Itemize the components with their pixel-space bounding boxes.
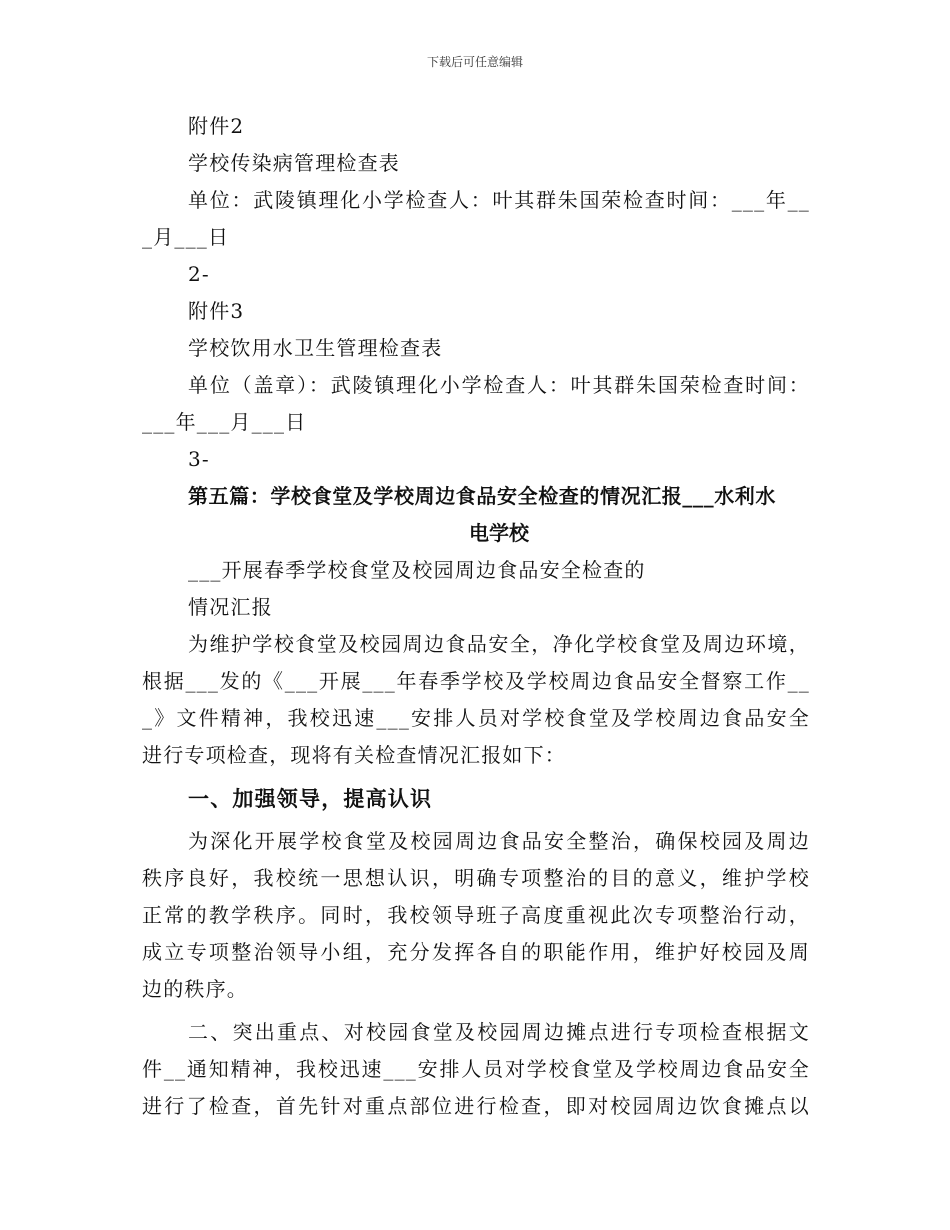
document-body — [142, 108, 810, 1125]
paragraph-2-line-2: 秩序良好，我校统一思想认识，明确专项整治的目的意义，维护学校 — [142, 866, 810, 890]
attachment-2-date-line: _月___日 — [142, 225, 230, 249]
paragraph-3-line-3: 进行了检查，首先针对重点部位进行检查，即对校园周边饮食摊点以 — [142, 1094, 810, 1118]
attachment-2-label: 附件2 — [188, 114, 245, 138]
paragraph-2-line-4: 成立专项整治领导小组，充分发挥各自的职能作用，维护好校园及周 — [142, 940, 810, 964]
report-subtitle-line-1: ___开展春季学校食堂及校园周边食品安全检查的 — [188, 558, 646, 582]
paragraph-2-line-3: 正常的教学秩序。同时，我校领导班子高度重视此次专项整治行动， — [142, 903, 810, 927]
heading-one: 一、加强领导，提高认识 — [188, 786, 433, 811]
attachment-2-unit-line: 单位：武陵镇理化小学检查人：叶其群朱国荣检查时间：___年__ — [188, 188, 810, 212]
paragraph-3-line-1: 二、突出重点、对校园食堂及校园周边摊点进行专项检查根据文 — [188, 1020, 810, 1044]
section-title-line-2: 电学校 — [469, 521, 529, 545]
report-subtitle-line-2: 情况汇报 — [188, 595, 273, 619]
page-number-3: 3- — [188, 447, 210, 471]
section-title-line-1: 第五篇：学校食堂及学校周边食品安全检查的情况汇报___水利水 — [188, 484, 776, 508]
paragraph-1-line-2: 根据___发的《___开展___年春季学校及学校周边食品安全督察工作__ — [142, 669, 810, 693]
paragraph-2-line-5: 边的秩序。 — [142, 977, 248, 1001]
paragraph-2-line-1: 为深化开展学校食堂及校园周边食品安全整治，确保校园及周边 — [188, 829, 810, 853]
attachment-3-date-line: ___年___月___日 — [142, 410, 307, 434]
paragraph-3-line-2: 件__通知精神，我校迅速___安排人员对学校食堂及学校周边食品安全 — [142, 1057, 810, 1081]
attachment-3-unit-line: 单位（盖章）：武陵镇理化小学检查人：叶其群朱国荣检查时间： — [188, 373, 810, 397]
page-number-2: 2- — [188, 262, 210, 286]
attachment-3-label: 附件3 — [188, 299, 245, 323]
page-header-note: 下载后可任意编辑 — [426, 55, 523, 69]
paragraph-1-line-4: 进行专项检查，现将有关检查情况汇报如下： — [142, 743, 566, 767]
paragraph-1-line-1: 为维护学校食堂及校园周边食品安全，净化学校食堂及周边环境， — [188, 632, 810, 656]
attachment-2-title: 学校传染病管理检查表 — [188, 151, 400, 175]
attachment-3-title: 学校饮用水卫生管理检查表 — [188, 336, 443, 360]
paragraph-1-line-3: _》文件精神，我校迅速___安排人员对学校食堂及学校周边食品安全 — [142, 706, 810, 730]
